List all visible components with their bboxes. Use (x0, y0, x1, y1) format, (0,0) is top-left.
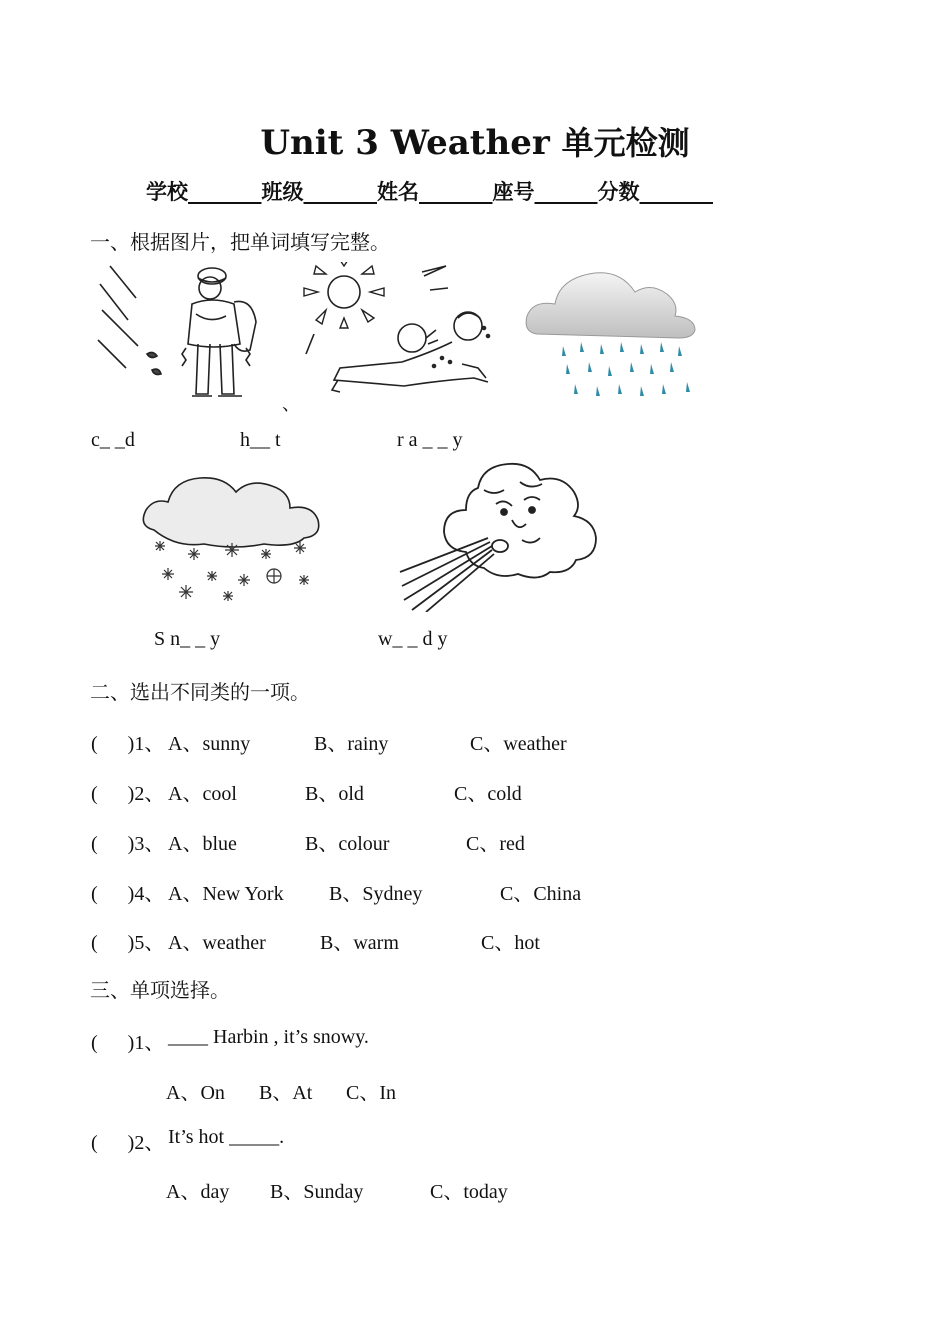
rainy-picture (523, 262, 701, 407)
s2-q5-option-a: A、weather (168, 932, 266, 954)
section2-heading: 二、选出不同类的一项。 (90, 680, 310, 704)
snowy-picture (136, 464, 334, 612)
s3-q2-stem: It’s hot _____. (168, 1126, 285, 1148)
page-title (0, 118, 950, 164)
s2-q3-option-a: A、blue (168, 833, 237, 855)
s2-q4-option-c: C、China (500, 883, 582, 905)
cold-picture (92, 262, 272, 407)
s3-q2-option-b: B、Sunday (270, 1181, 364, 1203)
s3-q2-number: ( )2、 (91, 1132, 165, 1154)
s3-q1-number: ( )1、 (91, 1032, 165, 1054)
hot-picture (302, 262, 507, 407)
s3-q1-option-c: C、In (346, 1082, 396, 1104)
title-en: Unit 3 Weather (260, 123, 562, 163)
s3-q1-option-a: A、On (166, 1082, 225, 1104)
s3-q2-option-a: A、day (166, 1181, 230, 1203)
s2-q1-option-a: A、sunny (168, 733, 251, 755)
student-info-line: 学校_______班级_______姓名_______座号______分数_______ (146, 180, 713, 204)
s2-q3-option-c: C、red (466, 833, 525, 855)
s2-q2-option-c: C、cold (454, 783, 522, 805)
s2-q4-number: ( )4、 (91, 883, 165, 905)
section1-heading: 一、根据图片，把单词填写完整。 (90, 230, 390, 254)
s2-q2-number: ( )2、 (91, 783, 165, 805)
s2-q1-option-c: C、weather (470, 733, 567, 755)
s2-q3-number: ( )3、 (91, 833, 165, 855)
s2-q4-option-a: A、New York (168, 883, 284, 905)
s2-q2-option-b: B、old (305, 783, 364, 805)
word-blank-hot: h__ t (240, 429, 281, 451)
s2-q3-option-b: B、colour (305, 833, 390, 855)
s3-q1-stem: ____ Harbin , it’s snowy. (168, 1026, 369, 1048)
s2-q2-option-a: A、cool (168, 783, 237, 805)
s2-q5-option-b: B、warm (320, 932, 399, 954)
s2-q5-number: ( )5、 (91, 932, 165, 954)
s3-q1-option-b: B、At (259, 1082, 313, 1104)
title-cn: 单元检测 (561, 124, 690, 162)
word-blank-cold: c_ _d (91, 429, 135, 451)
windy-picture (398, 460, 603, 612)
separator-mark: 、 (282, 394, 300, 415)
word-blank-windy: w_ _ d y (378, 628, 448, 650)
section3-heading: 三、单项选择。 (90, 978, 230, 1002)
s2-q1-option-b: B、rainy (314, 733, 389, 755)
s2-q4-option-b: B、Sydney (329, 883, 423, 905)
word-blank-snowy: S n_ _ y (154, 628, 221, 650)
word-blank-rainy: r a _ _ y (397, 429, 463, 451)
s2-q5-option-c: C、hot (481, 932, 540, 954)
s2-q1-number: ( )1、 (91, 733, 165, 755)
s3-q2-option-c: C、today (430, 1181, 508, 1203)
